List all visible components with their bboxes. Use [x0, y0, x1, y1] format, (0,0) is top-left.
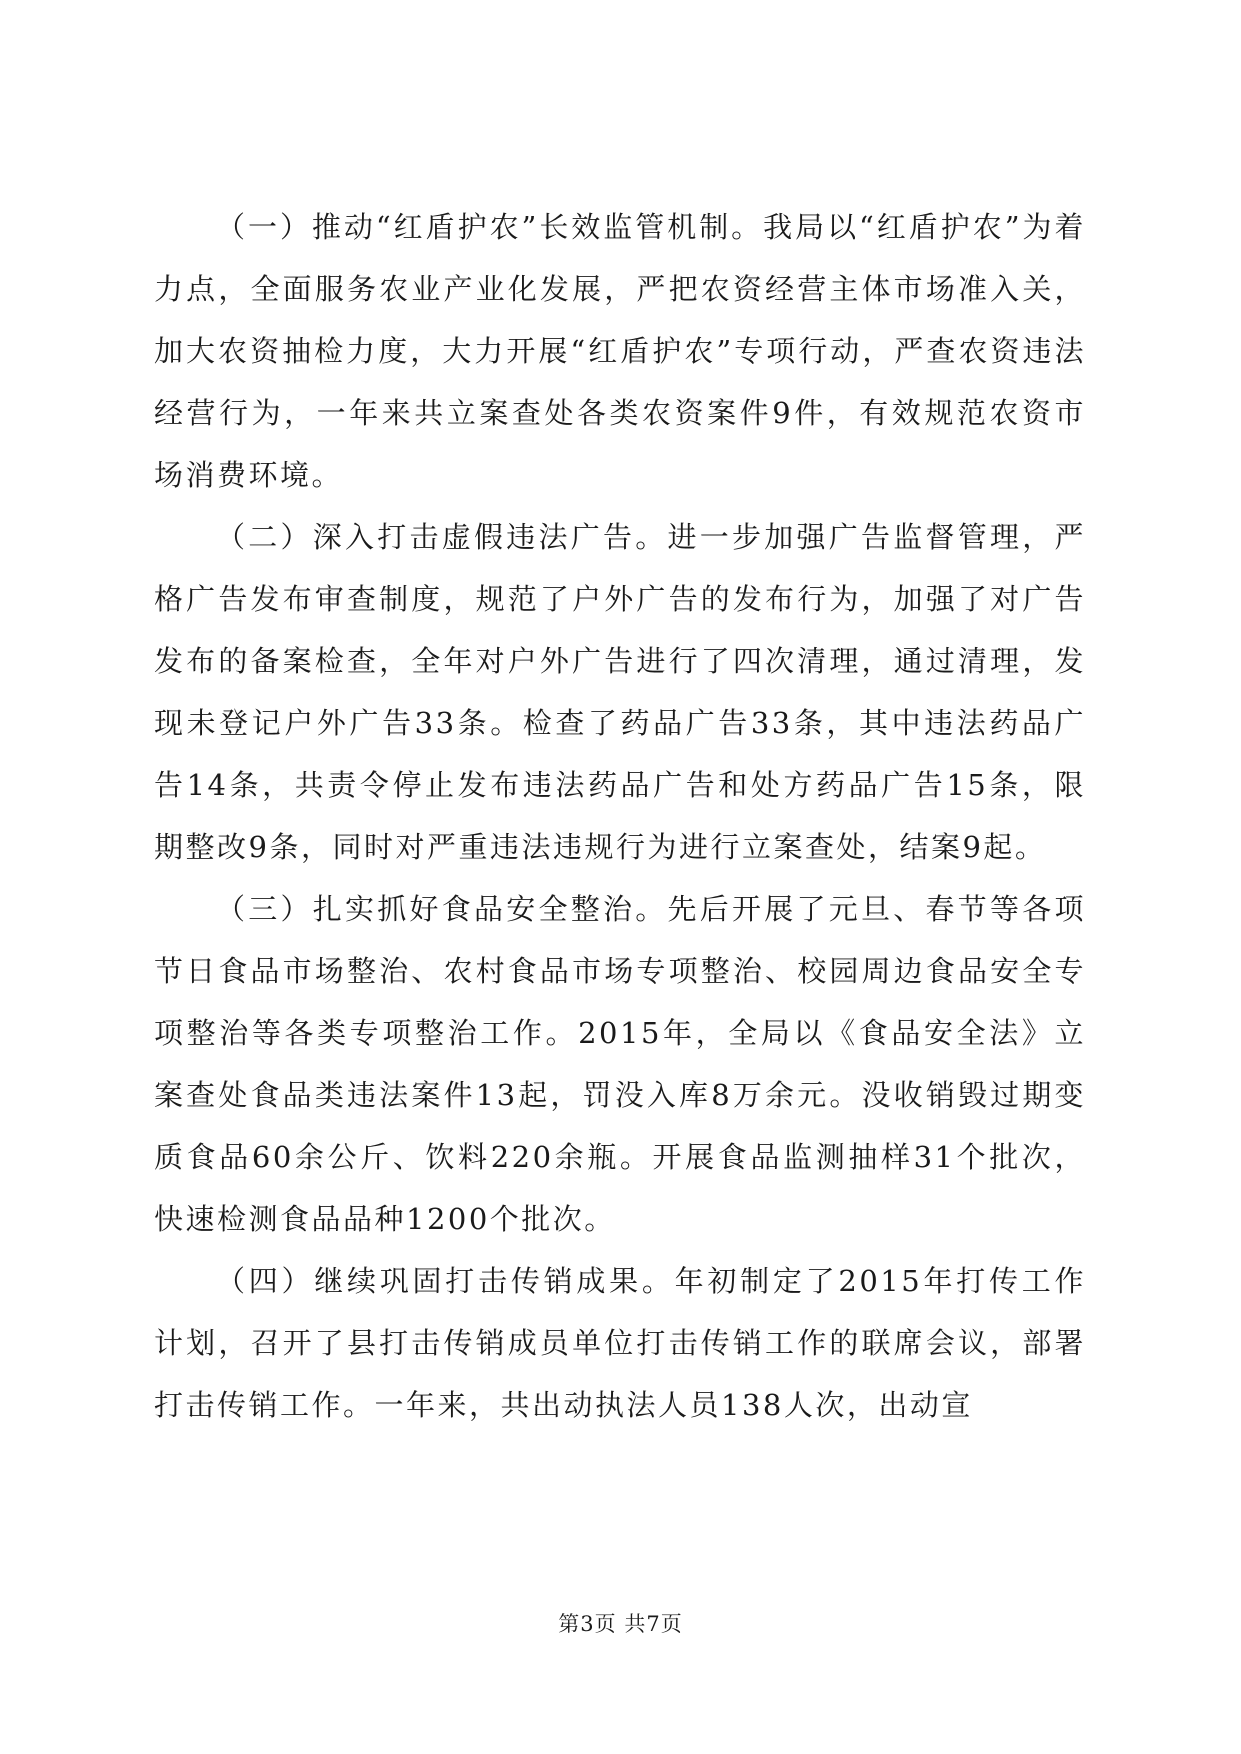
document-body: [154, 196, 1086, 1436]
paragraph-1: （一）推动“红盾护农”长效监管机制。我局以“红盾护农”为着力点，全面服务农业产业化发展，严把农资经营主体市场准入关，加大农资抽检力度，大力开展“红盾护农”专项行动，严查农资违法经营行为，一年来共立案查处各类农资案件9件，有效规范农资市场消费环境。: [154, 210, 1086, 492]
paragraph-3: （三）扎实抓好食品安全整治。先后开展了元旦、春节等各项节日食品市场整治、农村食品市场专项整治、校园周边食品安全专项整治等各类专项整治工作。2015年，全局以《食品安全法》立案查处食品类违法案件13起，罚没入库8万余元。没收销毁过期变质食品60余公斤、饮料220余瓶。开展食品监测抽样31个批次，快速检测食品品种1200个批次。: [154, 892, 1086, 1236]
paragraph-4: （四）继续巩固打击传销成果。年初制定了2015年打传工作计划，召开了县打击传销成员单位打击传销工作的联席会议，部署打击传销工作。一年来，共出动执法人员138人次，出动宣: [154, 1264, 1086, 1422]
page-number-footer: 第3页 共7页: [558, 1612, 683, 1636]
paragraph-2: （二）深入打击虚假违法广告。进一步加强广告监督管理，严格广告发布审查制度，规范了户外广告的发布行为，加强了对广告发布的备案检查，全年对户外广告进行了四次清理，通过清理，发现未登记户外广告33条。检查了药品广告33条，其中违法药品广告14条，共责令停止发布违法药品广告和处方药品广告15条，限期整改9条，同时对严重违法违规行为进行立案查处，结案9起。: [154, 520, 1086, 864]
